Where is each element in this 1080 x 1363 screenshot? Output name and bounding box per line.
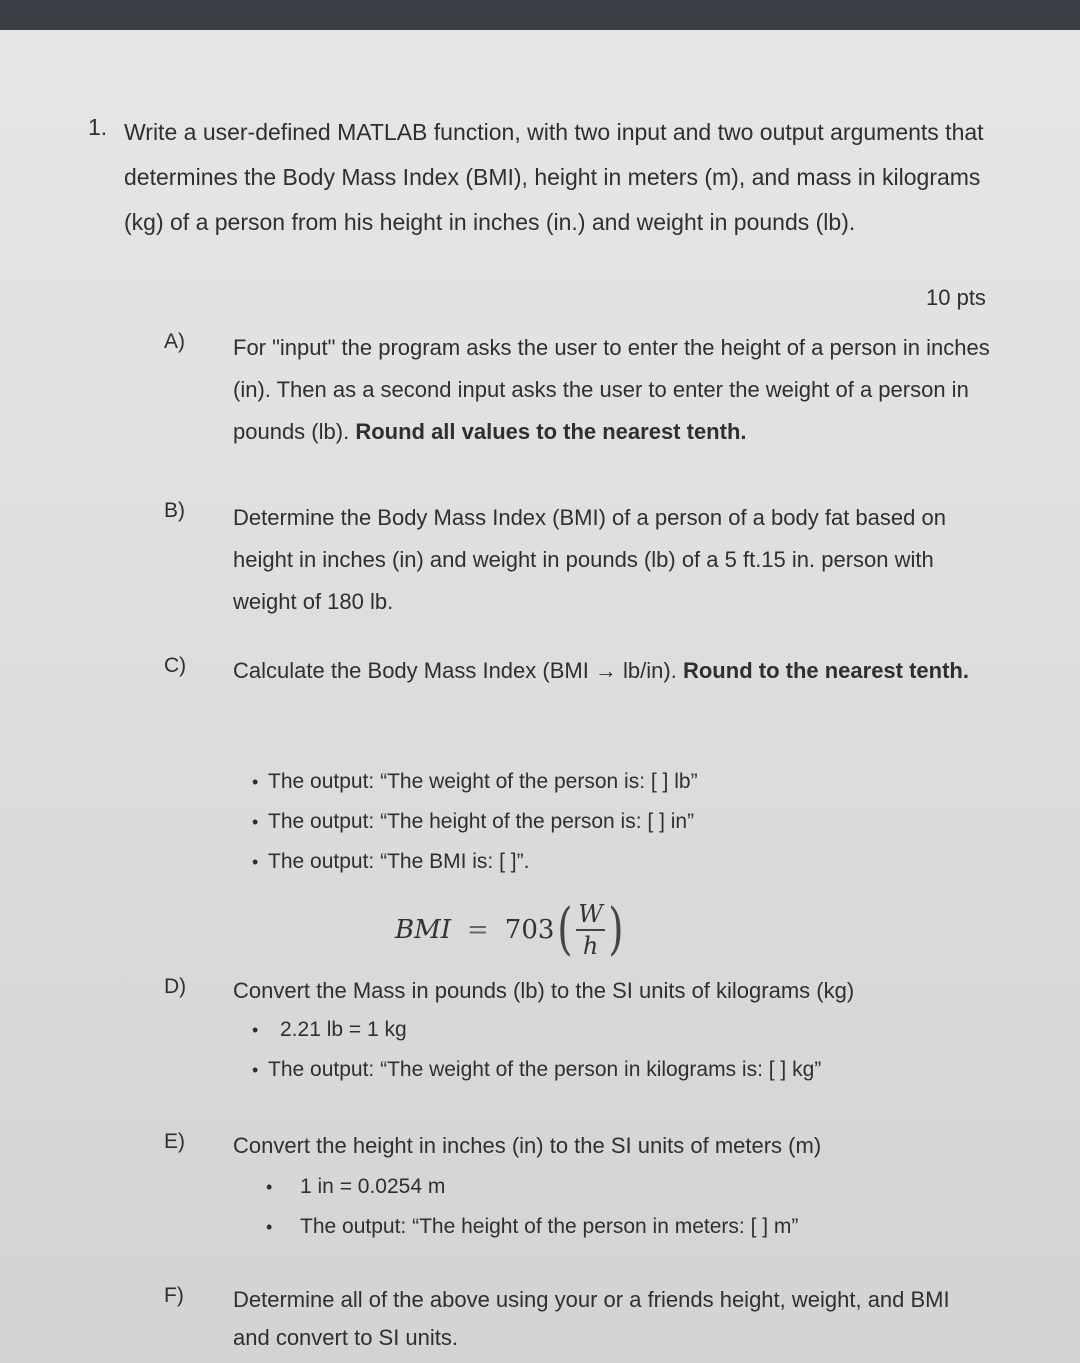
part-c-bullet-list xyxy=(252,762,698,882)
part-c-body: Calculate the Body Mass Index (BMI → lb/in). xyxy=(233,658,677,683)
points-label: 10 pts xyxy=(926,285,986,310)
list-item: • The output: “The weight of the person in kilograms is: [ ] kg” xyxy=(252,1050,821,1090)
part-c-label: C) xyxy=(164,654,187,677)
part-e-text: Convert the height in inches (in) to the SI units of meters (m) xyxy=(233,1133,822,1158)
list-item: • The output: “The height of the person in meters: [ ] m” xyxy=(252,1207,798,1247)
part-a-label: A) xyxy=(164,330,185,353)
part-a-text xyxy=(233,327,1003,453)
part-b-label: B) xyxy=(164,499,185,522)
right-paren-icon: ) xyxy=(608,897,624,962)
question-text: Write a user-defined MATLAB function, with two input and two output arguments that determines the Body Mass Index (BMI), height in meters (m), and mass in kilograms (kg) of a person from his height in inches (in.) and weight in pounds (lb). xyxy=(124,119,984,235)
window-top-bar xyxy=(0,0,1080,30)
formula-denominator: h xyxy=(582,932,599,960)
bullet-icon: • xyxy=(252,852,259,872)
part-d-label: D) xyxy=(164,975,187,998)
list-item: • The output: “The weight of the person is: [ ] lb” xyxy=(252,762,698,802)
bullet-icon: • xyxy=(266,1217,273,1237)
list-item: • The output: “The BMI is: [ ]”. xyxy=(252,842,698,882)
part-e-bullet-list xyxy=(252,1167,798,1247)
part-d-bullet-list xyxy=(252,1010,821,1090)
left-paren-icon: ( xyxy=(557,897,574,962)
question-number: 1. xyxy=(88,114,108,140)
part-a-bold-note: Round all values to the nearest tenth. xyxy=(355,419,747,444)
part-c-bold-note: Round to the nearest tenth. xyxy=(682,658,969,683)
bullet-icon: • xyxy=(252,1020,259,1040)
part-d-text: Convert the Mass in pounds (lb) to the SI units of kilograms (kg) xyxy=(233,978,855,1003)
bmi-formula xyxy=(395,895,627,965)
list-item: • The output: “The height of the person is: [ ] in” xyxy=(252,802,698,842)
formula-numerator: W xyxy=(576,901,605,931)
part-e-label: E) xyxy=(164,1130,185,1153)
list-item: • 1 in = 0.0254 m xyxy=(252,1167,798,1207)
part-f-label: F) xyxy=(164,1284,184,1307)
formula-coefficient: 703 xyxy=(504,915,555,945)
part-f-text: Determine all of the above using your or a friends height, weight, and BMI and convert to SI units. xyxy=(233,1287,950,1350)
part-b-text: Determine the Body Mass Index (BMI) of a person of a body fat based on height in inches (in) and weight in pounds (lb) of a 5 ft.15 in. person with weight of 180 lb. xyxy=(233,505,946,614)
bullet-icon: • xyxy=(252,772,259,792)
bullet-icon: • xyxy=(252,1060,259,1080)
part-a-body: For "input" the program asks the user to enter the height of a person in inches (in). Then as a second input asks the user to enter the weight of a person in pounds (lb). xyxy=(233,335,990,444)
part-c-text xyxy=(233,650,1003,692)
formula-fraction xyxy=(576,901,605,959)
formula-equals: = xyxy=(467,915,489,945)
bullet-icon: • xyxy=(252,812,259,832)
formula-lhs: BMI xyxy=(395,915,451,945)
list-item: • 2.21 lb = 1 kg xyxy=(252,1010,821,1050)
bullet-icon: • xyxy=(266,1177,273,1197)
